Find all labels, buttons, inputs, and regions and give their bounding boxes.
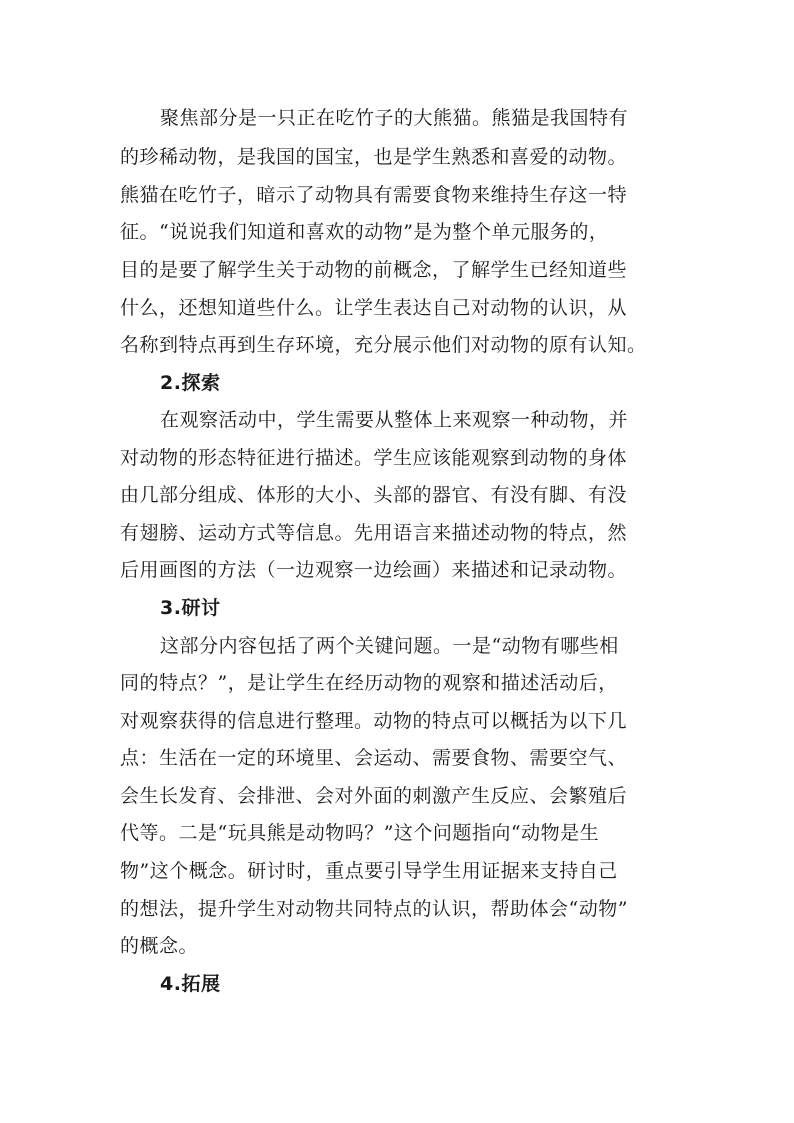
- section-heading-extend: 4.拓展: [160, 973, 221, 995]
- paragraph-line: 后用画图的方法（一边观察一边绘画）来描述和记录动物。: [120, 559, 628, 581]
- paragraph-line: 征。“说说我们知道和喜欢的动物”是为整个单元服务的，: [120, 221, 609, 243]
- paragraph-line: 有翅膀、运动方式等信息。先用语言来描述动物的特点，然: [120, 522, 628, 544]
- paragraph-line: 会生长发育、会排泄、会对外面的刺激产生反应、会繁殖后: [120, 785, 628, 807]
- paragraph-line: 聚焦部分是一只正在吃竹子的大熊猫。熊猫是我国特有: [160, 107, 629, 129]
- paragraph-line: 由几部分组成、体形的大小、头部的器官、有没有脚、有没: [120, 484, 628, 506]
- section-heading-explore: 2.探索: [160, 372, 221, 394]
- paragraph-line: 对观察获得的信息进行整理。动物的特点可以概括为以下几: [120, 710, 628, 732]
- paragraph-line: 物”这个概念。研讨时，重点要引导学生用证据来支持自己: [120, 860, 618, 882]
- paragraph-line: 的概念。: [120, 935, 199, 957]
- paragraph-line: 这部分内容包括了两个关键问题。一是“动物有哪些相: [160, 635, 619, 657]
- paragraph-line: 的珍稀动物，是我国的国宝，也是学生熟悉和喜爱的动物。: [120, 146, 628, 168]
- paragraph-line: 点：生活在一定的环境里、会运动、需要食物、需要空气、: [120, 747, 628, 769]
- paragraph-line: 在观察活动中，学生需要从整体上来观察一种动物，并: [160, 409, 629, 431]
- paragraph-line: 同的特点？”，是让学生在经历动物的观察和描述活动后，: [120, 672, 618, 694]
- paragraph-line: 的想法，提升学生对动物共同特点的认识，帮助体会“动物”: [120, 898, 628, 920]
- paragraph-line: 什么，还想知道些什么。让学生表达自己对动物的认识，从: [120, 297, 628, 319]
- section-heading-discuss: 3.研讨: [160, 597, 221, 619]
- paragraph-line: 目的是要了解学生关于动物的前概念，了解学生已经知道些: [120, 259, 628, 281]
- paragraph-line: 熊猫在吃竹子，暗示了动物具有需要食物来维持生存这一特: [120, 184, 628, 206]
- paragraph-line: 对动物的形态特征进行描述。学生应该能观察到动物的身体: [120, 447, 628, 469]
- paragraph-line: 代等。二是“玩具熊是动物吗？”这个问题指向“动物是生: [120, 822, 600, 844]
- paragraph-line: 名称到特点再到生存环境，充分展示他们对动物的原有认知。: [120, 334, 647, 356]
